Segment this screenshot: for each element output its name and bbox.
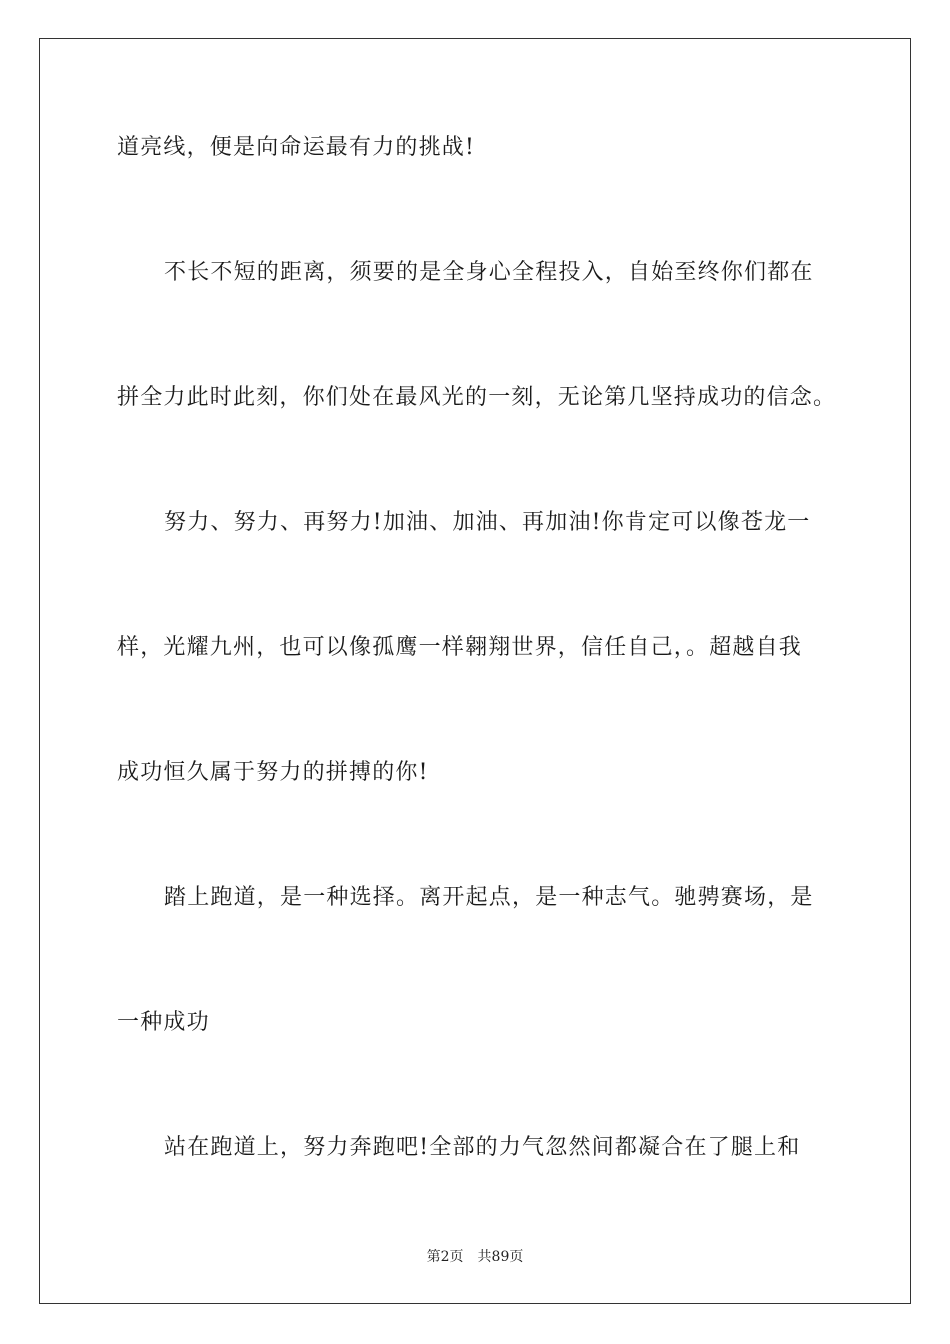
text-line-1: 道亮线，便是向命运最有力的挑战! <box>117 135 476 160</box>
page-footer <box>0 1247 950 1267</box>
page-number: 第2页 <box>426 1249 464 1265</box>
text-line-6: 成功恒久属于努力的拼搏的你! <box>117 760 429 785</box>
text-line-4: 努力、努力、再努力!加油、加油、再加油!你肯定可以像苍龙一 <box>164 510 811 535</box>
text-line-5: 样，光耀九州，也可以像孤鹰一样翱翔世界，信任自己，。超越自我 <box>117 635 803 660</box>
page-border <box>39 38 911 1304</box>
page-total: 共89页 <box>477 1249 524 1265</box>
text-line-7: 踏上跑道，是一种选择。离开起点，是一种志气。驰骋赛场，是 <box>164 885 814 910</box>
text-line-8: 一种成功 <box>117 1010 210 1035</box>
text-line-2: 不长不短的距离，须要的是全身心全程投入，自始至终你们都在 <box>164 260 814 285</box>
text-line-9: 站在跑道上，努力奔跑吧!全部的力气忽然间都凝合在了腿上和 <box>164 1135 801 1160</box>
text-line-3: 拼全力此时此刻，你们处在最风光的一刻，无论第几坚持成功的信念。 <box>117 385 837 410</box>
